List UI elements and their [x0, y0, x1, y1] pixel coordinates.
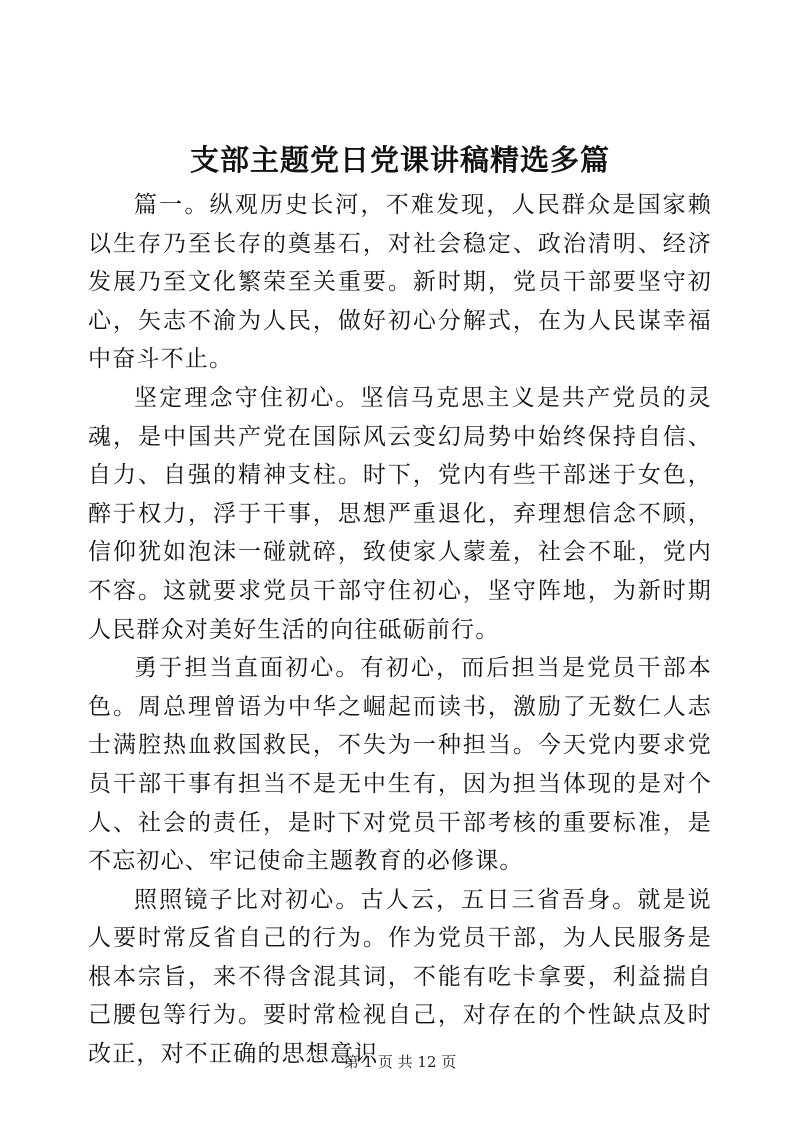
paragraph-1: 篇一。纵观历史长河，不难发现，人民群众是国家赖以生存乃至长存的奠基石，对社会稳定、政治清明、经济发展乃至文化繁荣至关重要。新时期，党员干部要坚守初心，矢志不渝为人民，做好初心分解式，在为人民谋幸福中奋斗不止。 — [88, 192, 712, 373]
paragraph-3: 勇于担当直面初心。有初心，而后担当是党员干部本色。周总理曾语为中华之崛起而读书，激励了无数仁人志士满腔热血救国救民，不失为一种担当。今天党内要求党员干部干事有担当不是无中生有，因为担当体现的是对个人、社会的责任，是时下对党员干部考核的重要标准，是不忘初心、牢记使命主题教育的必修课。 — [88, 655, 712, 875]
document-title: 支部主题党日党课讲稿精选多篇 — [189, 143, 610, 177]
document-body — [88, 186, 712, 1074]
paragraph-2: 坚定理念守住初心。坚信马克思主义是共产党员的灵魂，是中国共产党在国际风云变幻局势中始终保持自信、自力、自强的精神支柱。时下，党内有些干部迷于女色，醉于权力，浮于干事，思想严重退化，弃理想信念不顾，信仰犹如泡沫一碰就碎，致使家人蒙羞，社会不耻，党内不容。这就要求党员干部守住初心，坚守阵地，为新时期人民群众对美好生活的向往砥砺前行。 — [88, 384, 712, 643]
page-footer: 第 1 页 共 12 页 — [343, 1053, 457, 1071]
paragraph-4: 照照镜子比对初心。古人云，五日三省吾身。就是说人要时常反省自己的行为。作为党员干部，为人民服务是根本宗旨，来不得含混其词，不能有吃卡拿要，利益揣自己腰包等行为。要时常检视自己，对存在的个性缺点及时改正，对不正确的思想意识 — [88, 886, 712, 1068]
